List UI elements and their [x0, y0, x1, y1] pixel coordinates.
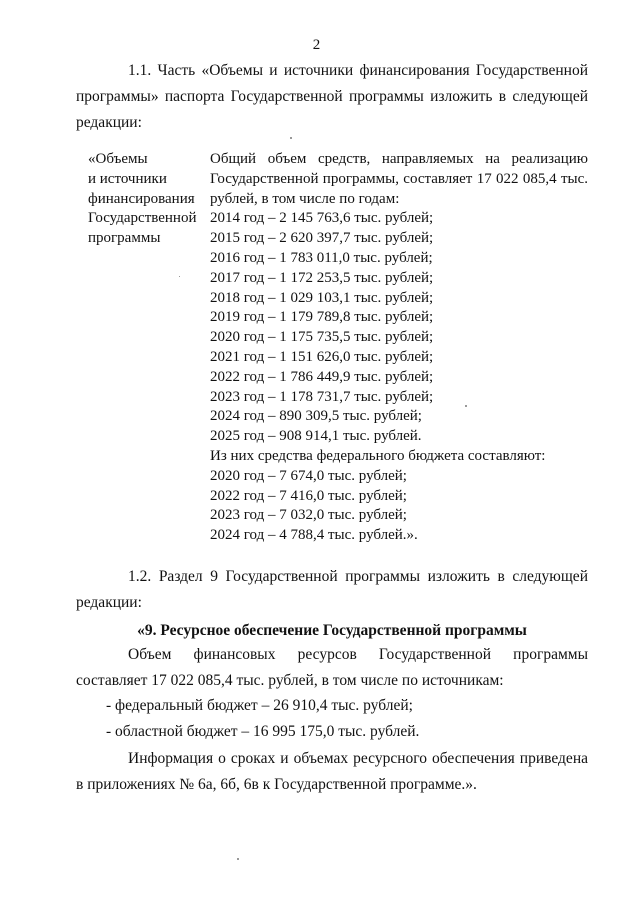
passport-label-line: и источники	[88, 170, 167, 187]
passport-intro-line: Государственной программы, составляет 17 022 085,4 тыс.	[210, 170, 588, 187]
passport-label-line: программы	[88, 230, 161, 247]
passport-year-line: 2017 год – 1 172 253,5 тыс. рублей;	[210, 269, 434, 286]
passport-year-line: 2020 год – 1 175 735,5 тыс. рублей;	[210, 329, 434, 346]
scan-artifact-dot	[290, 137, 292, 139]
paragraph-item-1-2: 1.2. Раздел 9 Государственной программы изложить в следующей редакции:	[76, 568, 588, 611]
scan-artifact-dot	[465, 405, 467, 407]
passport-label-column	[88, 150, 208, 249]
passport-intro-line: рублей, в том числе по годам:	[210, 190, 400, 207]
paragraph-item-1-1: 1.1. Часть «Объемы и источники финансирования Государственной программы» паспорта Государственной программы изложить в следующей редакции:	[76, 62, 588, 131]
scan-artifact-dot	[237, 858, 239, 860]
section-title: «9. Ресурсное обеспечение Государственной программы	[137, 622, 527, 639]
passport-year-line: 2018 год – 1 029 103,1 тыс. рублей;	[210, 289, 434, 306]
passport-federal-year-line: 2024 год – 4 788,4 тыс. рублей.».	[210, 527, 418, 544]
passport-label-line: Государственной	[88, 210, 197, 227]
passport-value-column	[210, 150, 588, 546]
passport-year-line: 2019 год – 1 179 789,8 тыс. рублей;	[210, 309, 434, 326]
paragraph-final-text: Информация о сроках и объемах ресурсного обеспечения приведена в приложениях № 6а, 6б, 6в к Государственной программе.».	[76, 750, 588, 793]
passport-federal-intro: Из них средства федерального бюджета составляют:	[210, 447, 546, 464]
passport-federal-year-line: 2022 год – 7 416,0 тыс. рублей;	[210, 487, 407, 504]
passport-year-line: 2015 год – 2 620 397,7 тыс. рублей;	[210, 230, 434, 247]
passport-year-line: 2016 год – 1 783 011,0 тыс. рублей;	[210, 249, 433, 266]
page-number: 2	[312, 37, 321, 53]
passport-year-line: 2022 год – 1 786 449,9 тыс. рублей;	[210, 368, 434, 385]
scan-artifact-dot	[179, 276, 180, 277]
passport-federal-year-line: 2023 год – 7 032,0 тыс. рублей;	[210, 507, 407, 524]
passport-intro-line: Общий объем средств, направляемых на реализацию	[210, 151, 588, 167]
bullet-regional-budget: - областной бюджет – 16 995 175,0 тыс. рублей.	[106, 723, 420, 740]
passport-label-line: финансирования	[88, 190, 195, 207]
passport-year-line: 2024 год – 890 309,5 тыс. рублей;	[210, 408, 422, 425]
paragraph-section-text: Объем финансовых ресурсов Государственной программы составляет 17 022 085,4 тыс. рублей, в том числе по источникам:	[76, 646, 588, 689]
passport-year-line: 2023 год – 1 178 731,7 тыс. рублей;	[210, 388, 434, 405]
passport-year-line: 2014 год – 2 145 763,6 тыс. рублей;	[210, 210, 434, 227]
passport-year-line: 2021 год – 1 151 626,0 тыс. рублей;	[210, 348, 434, 365]
bullet-federal-budget: - федеральный бюджет – 26 910,4 тыс. рублей;	[106, 697, 413, 714]
passport-year-line: 2025 год – 908 914,1 тыс. рублей.	[210, 428, 422, 445]
passport-label-line: «Объемы	[88, 151, 148, 167]
passport-federal-year-line: 2020 год – 7 674,0 тыс. рублей;	[210, 467, 407, 484]
